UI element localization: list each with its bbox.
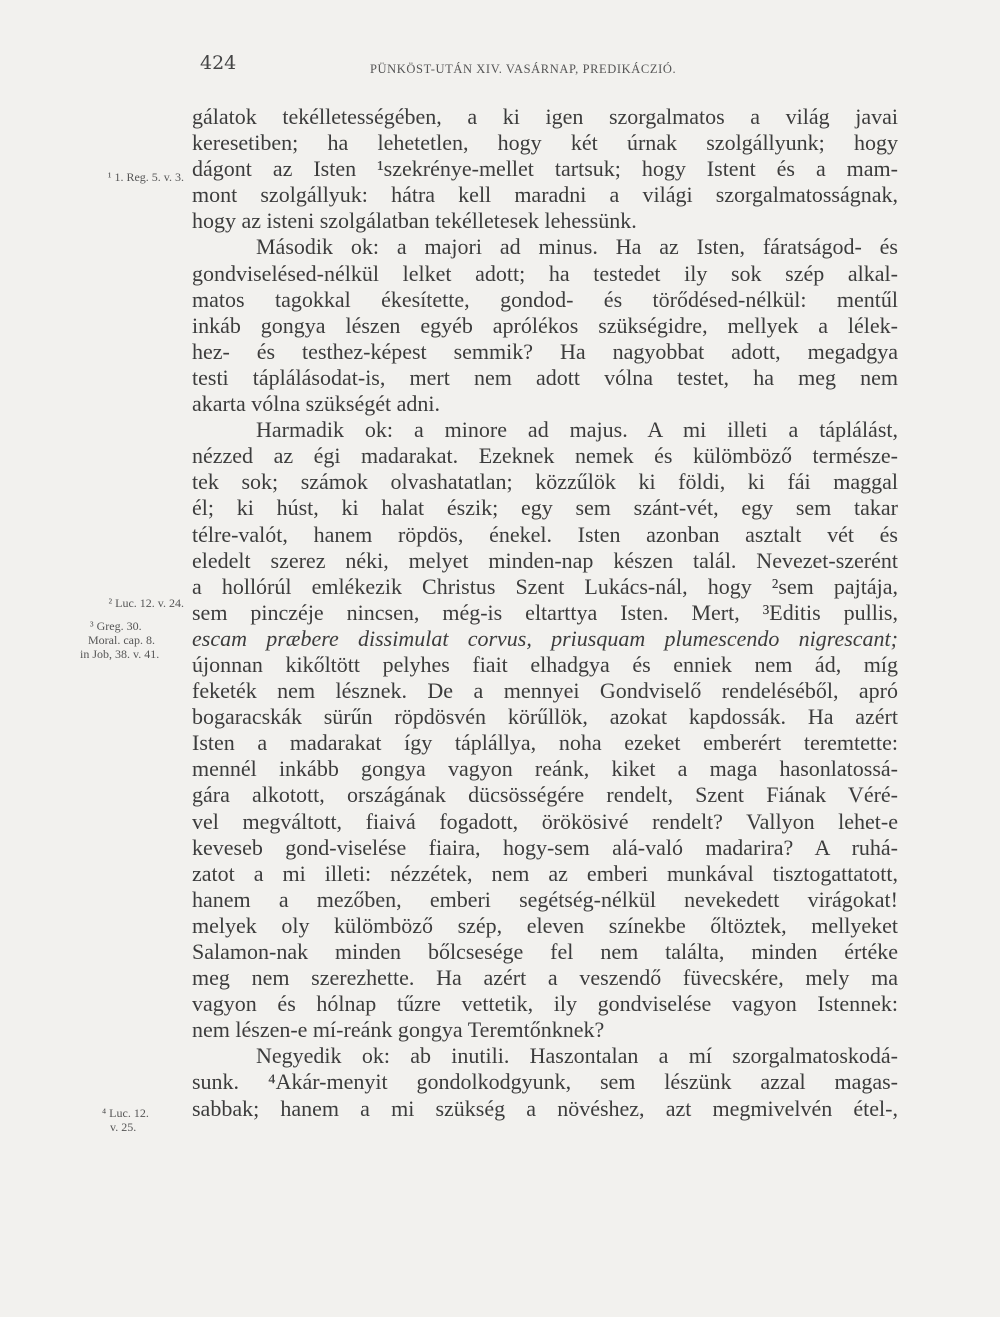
text-line: gálatok tekélletességében, a ki igen szorgalmatos a világ javai [192,104,898,129]
text-line: keveseb gond-viselése fiaira, hogy-sem alá-való madarira? A ruhá- [192,834,898,860]
margin-note-4 [80,1106,170,1134]
text-line: él; ki húst, ki halat észik; egy sem szánt-vét, egy sem takar [192,495,898,521]
text-line: meg nem szerezhette. Ha azért a veszendő füvecskére, mely ma [192,965,898,991]
text-line: inkáb gongya lészen egyéb aprólékos szükségidre, mellyek a lélek- [192,312,898,338]
text-line: nézzed az égi madarakat. Ezeknek nemek és külömböző természe- [192,443,898,469]
margin-note-2 [80,596,184,610]
text-line-latin: escam præbere dissimulat corvus, priusquam plumescendo nigrescant; [192,625,898,651]
body-text [192,104,898,1122]
text-line: Isten a madarakat így táplállya, noha ezeket emberért teremtette: [192,730,898,756]
text-line: keresetiben; ha lehetetlen, hogy két úrnak szolgállyunk; hogy [192,130,898,156]
text-line: bogaracskák sürűn röpdösvén körűllök, azokat kapdossák. Ha azért [192,704,898,730]
text-line: hez- és testhez-képest semmik? Ha nagyobbat adott, megadgya [192,338,898,364]
text-line: testi táplálásodat-is, mert nem adott vólna testet, ha meg nem [192,364,898,390]
text-line: hogy az isteni szolgálatban tekélletesek lehessünk. [192,208,637,234]
text-line: mont szolgállyuk: hátra kell maradni a világi szorgalmatosságnak, [192,182,898,208]
text-line: Salamon-nak minden bőlcsesége fel nem találta, minden értéke [192,939,898,964]
page-number: 424 [200,52,237,74]
text-line: sabbak; hanem a mi szükség a növéshez, azt megmivelvén étel-, [192,1095,898,1121]
text-line: nem lészen-e mí-reánk gongya Teremtőnknek? [192,1017,605,1043]
margin-note-1 [80,170,184,184]
margin-note-line: Moral. cap. 8. [88,633,155,647]
text-line: zatot a mi illeti: nézzétek, nem az emberi munkával tisztogattatott, [192,860,898,886]
text-line: dágont az Isten ¹szekrénye-mellet tartsuk; hogy Istent és a mam- [192,156,898,182]
text-line: a hollórúl emlékezik Christus Szent Lukács-nál, hogy ²sem pajtája, [192,573,898,599]
text-line: matos tagokkal ékesítette, gondod- és törődésed-nélkül: mentűl [192,286,898,312]
text-line: akarta vólna szükségét adni. [192,391,441,417]
text-line: újonnan kikőltött pelyhes fiait elhadgya és enniek nem ád, míg [192,651,898,677]
running-title: PÜNKÖST-UTÁN XIV. VASÁRNAP, PREDIKÁCZIÓ. [370,62,677,76]
text-line: Harmadik ok: a minore ad majus. A mi illeti a táplálást, [256,417,898,443]
text-line: gára alkotott, országának dücsösségére rendelt, Szent Fiának Véré- [192,782,898,808]
margin-note-line: v. 25. [110,1120,137,1134]
text-line: eledelt szerez néki, melyet minden-nap készen talál. Nevezet-szerént [192,547,898,573]
text-line: gondviselésed-nélkül lelket adott; ha testedet ily sok szép alkal- [192,260,898,286]
text-line: mennél inkább gongya vagyon reánk, kiket a maga hasonlatossá- [192,756,898,782]
text-line: tek sok; számok olvashatatlan; közzűlök ki földi, ki fái maggal [192,469,898,495]
text-line: vagyon és hólnap tűzre vettetik, ily gondviselése vagyon Istennek: [192,991,898,1017]
margin-note-line: ³ Greg. 30. [90,619,142,633]
text-line: sunk. ⁴Akár-menyit gondolkodgyunk, sem lészünk azzal magas- [192,1069,898,1095]
margin-note-line: in Job, 38. v. 41. [80,647,160,661]
text-line: Második ok: a majori ad minus. Ha az Isten, fáratságod- és [256,234,898,260]
text-line: feketék nem lésznek. De a mennyei Gondviselő rendeléséből, apró [192,678,898,704]
margin-note-line: ⁴ Luc. 12. [102,1106,149,1120]
text-line: melyek oly külömböző szép, eleven színekbe őltöztek, mellyeket [192,912,898,938]
margin-note-line: ¹ 1. Reg. 5. v. 3. [107,170,184,184]
text-line: hanem a mezőben, emberi segétség-nélkül nevekedett virágokat! [192,886,898,912]
margin-note-3 [80,619,184,661]
text-line: vel megváltott, fiaivá fogadott, örökösivé rendelt? Vallyon lehet-e [192,808,898,834]
text-line: Negyedik ok: ab inutili. Haszontalan a mí szorgalmatoskodá- [256,1043,898,1069]
margin-note-line: ² Luc. 12. v. 24. [108,596,184,610]
text-line: télre-valót, hanem röpdös, énekel. Isten azonban asztalt vét és [192,521,898,547]
text-line: sem pinczéje nincsen, még-is eltarttya Isten. Mert, ³Editis pullis, [192,599,898,625]
